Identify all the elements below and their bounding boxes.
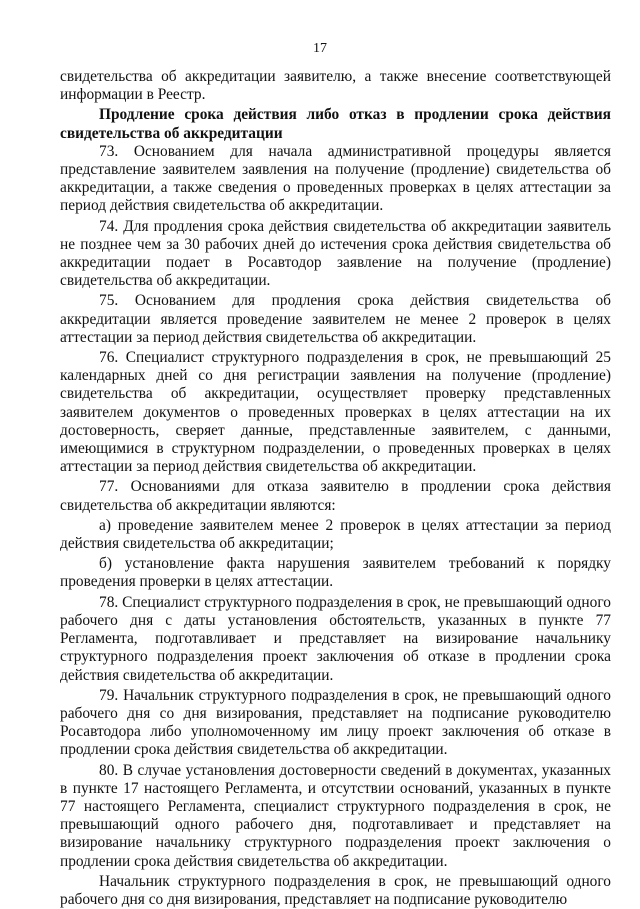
paragraph-continuation: свидетельства об аккредитации заявителю, а также внесение соответствующей информации в Реестр. xyxy=(60,68,611,104)
paragraph-77: 77. Основаниями для отказа заявителю в продлении срока действия свидетельства об аккредитации являются: xyxy=(60,478,611,514)
page-number: 17 xyxy=(313,41,327,56)
paragraph-76: 76. Специалист структурного подразделения в срок, не превышающий 25 календарных дней со дня регистрации заявления на получение (продление) свидетельства об аккредитации, осуществляет проверку представленных заявителем документов о проведенных проверках в целях аттестации на их достоверность, сверяет данные, представленные заявителем, с данными, имеющимися в структурном подразделении, о проведенных проверках в целях аттестации за период действия свидетельства об аккредитации. xyxy=(60,349,611,476)
paragraph-77-a: а) проведение заявителем менее 2 проверок в целях аттестации за период действия свидетельства об аккредитации; xyxy=(60,516,611,553)
paragraph-74: 74. Для продления срока действия свидетельства об аккредитации заявитель не позднее чем за 30 рабочих дней до истечения срока действия свидетельства об аккредитации подает в Росавтодор заявление на получение (продление) свидетельства об аккредитации. xyxy=(60,217,611,290)
paragraph-75: 75. Основанием для продления срока действия свидетельства об аккредитации является проведение заявителем не менее 2 проверок в целях аттестации за период действия свидетельства об аккредитации. xyxy=(60,292,611,346)
paragraph-73: 73. Основанием для начала административной процедуры является представление заявителем заявления на получение (продление) свидетельства об аккредитации, а также сведения о проведенных проверках в целях аттестации за период действия свидетельства об аккредитации. xyxy=(60,142,611,215)
paragraph-78: 78. Специалист структурного подразделения в срок, не превышающий одного рабочего дня с даты установления обстоятельств, указанных в пункте 77 Регламента, подготавливает и представляет на визирование начальнику структурного подразделения проект заключения об отказе в продлении срока действия свидетельства об аккредитации. xyxy=(60,593,611,684)
paragraph-77-b: б) установление факта нарушения заявителем требований к порядку проведения проверки в целях аттестации. xyxy=(60,555,611,591)
paragraph-80: 80. В случае установления достоверности сведений в документах, указанных в пункте 17 настоящего Регламента, и отсутствии оснований, указанных в пункте 77 настоящего Регламента, специалист структурного подразделения в срок, не превышающий одного рабочего дня, подготавливает и представляет на визирование начальнику структурного подразделения проект заключения о продлении срока действия свидетельства об аккредитации. xyxy=(60,761,611,870)
section-heading: Продление срока действия либо отказ в продлении срока действия свидетельства об аккредитации xyxy=(60,106,611,142)
document-body xyxy=(60,68,611,909)
paragraph-80-continued: Начальник структурного подразделения в срок, не превышающий одного рабочего дня со дня визирования, представляет на подписание руководителю xyxy=(60,872,611,908)
paragraph-79: 79. Начальник структурного подразделения в срок, не превышающий одного рабочего дня со дня визирования, представляет на подписание руководителю Росавтодора либо уполномоченному им лицу проект заключения об отказе в продлении срока действия свидетельства об аккредитации. xyxy=(60,686,611,759)
